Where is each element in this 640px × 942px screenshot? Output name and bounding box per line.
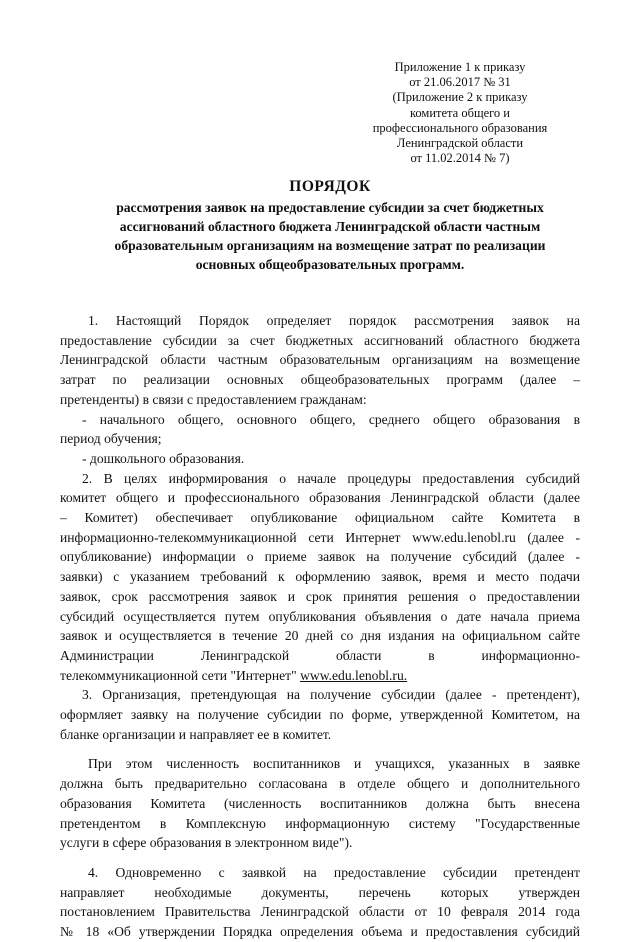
paragraph-gap xyxy=(60,744,580,754)
paragraph-4-line: образования Комитета (численность воспитанников должна быть внесена xyxy=(60,795,580,811)
paragraph-1-line: претенденты) в связи с предоставлением гражданам: xyxy=(60,391,367,407)
paragraph-1-line: предоставление субсидии за счет бюджетных ассигнований областного бюджета xyxy=(60,332,580,348)
annex-reference xyxy=(340,60,580,166)
document-title: ПОРЯДОК xyxy=(289,178,371,195)
annex-line: комитета общего и xyxy=(409,105,510,120)
annex-line: от 11.02.2014 № 7) xyxy=(410,151,510,166)
list-item-line: - начального общего, основного общего, среднего общего образования в xyxy=(82,411,580,427)
list-item-line: - дошкольного образования. xyxy=(82,450,245,466)
subtitle-line: рассмотрения заявок на предоставление субсидии за счет бюджетных xyxy=(116,200,544,215)
paragraph-gap xyxy=(60,853,580,863)
paragraph-4-line: услуги в сфере образования в электронном виде"). xyxy=(60,835,353,851)
paragraph-2-line: информационно-телекоммуникационной сети Интернет www.edu.lenobl.ru (далее - xyxy=(60,529,580,545)
annex-line: (Приложение 2 к приказу xyxy=(392,90,528,105)
paragraph-2-line: комитет общего и профессионального образования Ленинградской области (далее xyxy=(60,490,580,506)
subtitle-line: образовательным организациям на возмещение затрат по реализации xyxy=(114,238,546,253)
paragraph-5-line: направляет необходимые документы, перечень которых утвержден xyxy=(60,884,580,900)
annex-line: Приложение 1 к приказу xyxy=(394,60,526,74)
paragraph-3-line: оформляет заявку на получение субсидии по форме, утвержденной Комитетом, на xyxy=(60,707,580,723)
subtitle-line: ассигнований областного бюджета Ленинградской области частным xyxy=(119,219,541,234)
paragraph-2-line: – Комитет) обеспечивает опубликование официальном сайте Комитета в xyxy=(60,510,580,526)
committee-website-link[interactable]: www.edu.lenobl.ru. xyxy=(300,667,408,683)
paragraph-1-line: Ленинградской области частным образовательным организациям на возмещение xyxy=(60,352,580,368)
list-item-line: период обучения; xyxy=(60,431,162,447)
annex-line: профессионального образования xyxy=(372,120,548,135)
paragraph-3-line: 3. Организация, претендующая на получение субсидии (далее - претендент), xyxy=(82,687,580,703)
document-body xyxy=(60,311,580,942)
paragraph-2-line: заявок и осуществляется в течение 20 дней со дня издания на официальном сайте xyxy=(60,628,580,644)
paragraph-2-line: Администрации Ленинградской области в информационно- xyxy=(60,647,580,663)
paragraph-2-line: опубликование) информации о приеме заявок на получение субсидий (далее - xyxy=(60,549,580,565)
paragraph-5-line: 4. Одновременно с заявкой на предоставление субсидии претендент xyxy=(88,864,580,880)
subtitle-line: основных общеобразовательных программ. xyxy=(195,257,465,272)
paragraph-2-line-text: телекоммуникационной сети "Интернет" xyxy=(60,667,301,683)
paragraph-4-line: претендентом в Комплексную информационную систему "Государственные xyxy=(60,815,580,831)
paragraph-2-line: субсидий осуществляется путем опубликования объявления о дате начала приема xyxy=(60,608,580,624)
paragraph-2-last-line xyxy=(60,666,580,686)
paragraph-5-line: № 18 «Об утверждении Порядка определения объема и предоставления субсидий xyxy=(60,924,580,940)
annex-line: от 21.06.2017 № 31 xyxy=(409,75,511,90)
annex-line: Ленинградской области xyxy=(396,136,524,151)
paragraph-3-line: бланке организации и направляет ее в комитет. xyxy=(60,726,332,742)
paragraph-1-line: затрат по реализации основных общеобразовательных программ (далее – xyxy=(60,372,580,388)
paragraph-2-line: 2. В целях информирования о начале процедуры предоставления субсидий xyxy=(82,470,580,486)
paragraph-1-line: 1. Настоящий Порядок определяет порядок рассмотрения заявок на xyxy=(88,313,580,328)
paragraph-5-line: постановлением Правительства Ленинградской области от 10 февраля 2014 года xyxy=(60,904,580,920)
paragraph-2-line: заявок, срок рассмотрения заявок и срок принятия решения о предоставлении xyxy=(60,588,580,604)
paragraph-4-line: должна быть предварительно согласована в отделе общего и дополнительного xyxy=(60,776,580,792)
paragraph-4-line: При этом численность воспитанников и учащихся, указанных в заявке xyxy=(88,756,580,772)
paragraph-2-line: заявки) с указанием требований к оформлению заявок, время и место подачи xyxy=(60,569,580,585)
document-subtitle xyxy=(70,198,590,274)
